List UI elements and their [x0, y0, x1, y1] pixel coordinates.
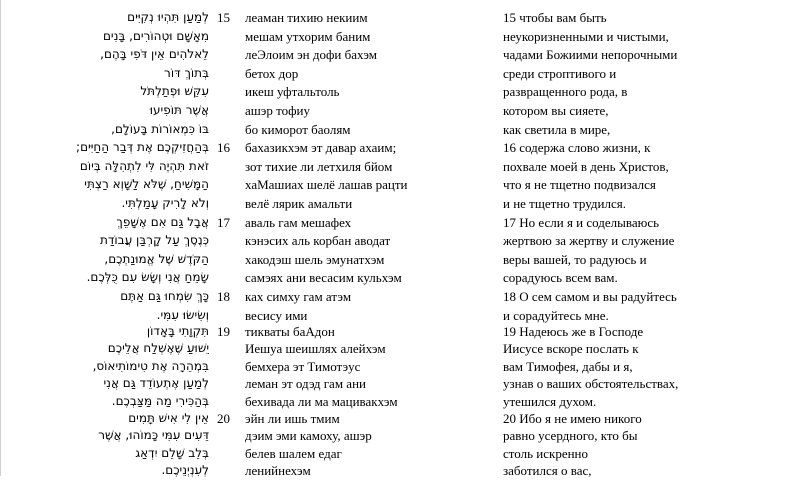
hebrew-text: הַמָּשִׁיחַ, שֶׁלֹּא לַשָּׁוְא רַצְתִּי — [84, 177, 209, 192]
verse-line — [1, 157, 800, 176]
verse-line — [1, 213, 800, 232]
russian-translation-text: и сорадуйтесь мне. — [503, 307, 609, 323]
hebrew-text: בְּתוֹךְ דּוֹר — [164, 65, 209, 80]
transliteration-text: тикваты баАдон — [245, 324, 335, 339]
verse-line — [1, 120, 800, 139]
hebrew-text: לְמַעַן תִּהְיוּ נְקִיִּים — [127, 10, 209, 24]
verse-line — [1, 444, 800, 463]
russian-translation-text: 20 Ибо я не имею никого — [503, 411, 642, 426]
transliteration-text: дэим эми камоху, ашэр — [245, 428, 372, 444]
verse-line — [1, 231, 800, 250]
hebrew-text: מִאָשָׁם וּטְהוֹרִים, בָּנִים — [102, 28, 209, 43]
verse-line — [1, 374, 800, 393]
verse-line — [1, 392, 800, 411]
verse-line — [1, 175, 800, 194]
hebrew-text: הַקֹּדֶשׁ שֶׁל אֱמוּנַתְכֶם, — [104, 251, 209, 266]
russian-translation-text: сорадуюсь всем вам. — [503, 270, 618, 286]
hebrew-text: אֲשֶׁר תּוֹפִיעוּ — [149, 103, 209, 117]
hebrew-text: תִּקְוָתִי בָּאָדוֹן — [146, 324, 209, 338]
verse-line — [1, 250, 800, 269]
transliteration-text: бехивада ли ма мацивакхэм — [245, 393, 398, 409]
russian-translation-text: похвале моей в день Христов, — [503, 158, 669, 174]
verse-line — [1, 409, 800, 428]
russian-translation-text: узнав о ваших обстоятельствах, — [503, 376, 679, 392]
hebrew-text: דֵּעִים עִמִּי כָּמוֹהוּ, אֲשֶׁר — [98, 428, 209, 443]
hebrew-text: וְשִׂישׂוּ עִמִּי. — [156, 307, 209, 322]
transliteration-text: бетох дор — [245, 65, 299, 81]
verse-number: 19 — [217, 324, 230, 339]
russian-translation-text: среди строптивого и — [503, 65, 617, 81]
russian-translation-text: 15 чтобы вам быть — [503, 10, 607, 25]
russian-translation-text: развращенного рода, в — [503, 84, 628, 100]
russian-translation-text: чадами Божиими непорочными — [503, 47, 678, 63]
russian-translation-text: заботился о вас, — [503, 463, 592, 479]
transliteration-text: велё лярик амальти — [245, 196, 353, 211]
russian-translation-text: 16 содержа слово жизни, к — [503, 140, 651, 156]
transliteration-text: Иешуа шеишлях алейхэм — [245, 341, 386, 357]
hebrew-text: זֹאת תִּהְיֶה לִּי לִתְהִלָּה בְּיוֹם — [79, 158, 209, 173]
transliteration-text: самэях ани весасим кульхэм — [245, 270, 402, 286]
hebrew-text: עִקֵּשׁ וּפְתַלְתֹּל — [140, 84, 209, 99]
transliteration-text: зот тихие ли летхиля бйом — [245, 158, 393, 174]
transliteration-text: икеш уфтальтоль — [245, 84, 340, 100]
russian-translation-text: столь искренно — [503, 445, 589, 461]
russian-translation-text: 18 О сем самом и вы радуйтесь — [503, 289, 677, 304]
verse-number: 17 — [217, 214, 230, 230]
hebrew-text: כָּךְ שִׂמְחוּ גַּם אַתֶּם — [120, 289, 209, 303]
transliteration-text: хакодэш шель эмунатхэм — [245, 251, 385, 267]
transliteration-text: леман эт одэд гам ани — [245, 376, 366, 392]
russian-translation-text: вам Тимофея, дабы и я, — [503, 358, 633, 374]
transliteration-text: мешам утхорим баним — [245, 28, 371, 44]
transliteration-text: аваль гам мешафех — [245, 214, 352, 230]
transliteration-text: весису ими — [245, 307, 308, 323]
verse-line — [1, 322, 800, 341]
verse-line — [1, 287, 800, 306]
verse-line — [1, 64, 800, 83]
hebrew-text: כְּנֶסֶךְ עַל קָרְבַּן עֲבוֹדַת — [99, 233, 209, 248]
verse-number: 18 — [217, 289, 230, 304]
hebrew-text: אֲבָל גַּם אִם אֶשָּׁפֵךְ — [116, 214, 209, 229]
hebrew-text: לְעִנְיְנֵיכֶם. — [161, 463, 209, 478]
russian-translation-text: 19 Надеюсь же в Господе — [503, 324, 644, 339]
russian-translation-text: жертвою за жертву и служение — [503, 233, 675, 249]
transliteration-text: хаМашиах шелё лашав рацти — [245, 177, 408, 193]
verse-line — [1, 339, 800, 358]
verse-line — [1, 426, 800, 445]
hebrew-text: בְּהַחֲזִיקְכֶם אֶת דְּבַר הַחַיִּים; — [76, 140, 209, 155]
transliteration-text: леаман тихию некиим — [245, 10, 368, 25]
verse-line — [1, 45, 800, 64]
hebrew-text: אֵין לִי אִישׁ תָּמִים — [128, 411, 209, 425]
hebrew-text: בְּהַכִּירִי מַה מַּצַּבְכֶם. — [111, 393, 209, 408]
verse-number: 16 — [217, 140, 230, 156]
transliteration-text: ашэр тофиу — [245, 103, 310, 118]
russian-translation-text: котором вы сияете, — [503, 103, 609, 118]
russian-translation-text: как светила в мире, — [503, 121, 611, 137]
russian-translation-text: что я не тщетно подвизался — [503, 177, 656, 193]
russian-translation-text: Иисусе вскоре послать к — [503, 341, 639, 357]
transliteration-text: бо киморот баолям — [245, 121, 351, 137]
russian-translation-text: утешился духом. — [503, 393, 597, 409]
transliteration-text: леЭлоим эн дофи бахэм — [245, 47, 378, 63]
hebrew-text: שָׂמֵחַ אֲנִי וְשָׂשׂ עִם כֻּלְּכֶם. — [86, 270, 209, 285]
verse-line — [1, 138, 800, 157]
transliteration-text: бахазикхэм эт давар ахаим; — [245, 140, 397, 156]
transliteration-text: эйн ли ишь тмим — [245, 411, 340, 426]
verse-line — [1, 82, 800, 101]
transliteration-text: ленийнехэм — [245, 463, 311, 479]
verse-line — [1, 268, 800, 287]
verse-line — [1, 194, 800, 213]
russian-translation-text: 17 Но если я и соделываюсь — [503, 214, 660, 230]
verse-line — [1, 8, 800, 27]
transliteration-text: ках симху гам атэм — [245, 289, 352, 304]
hebrew-text: לְמַעַן אֶתְעוֹדֵד גַּם אֲנִי — [103, 376, 209, 391]
transliteration-text: белев шалем едаг — [245, 445, 342, 461]
hebrew-text: יֵשׁוּעַ שֶׁאֶשְׁלַח אֲלֵיכֶם — [107, 341, 209, 356]
verse-number: 20 — [217, 411, 230, 426]
verse-line — [1, 461, 800, 480]
russian-translation-text: и не тщетно трудился. — [503, 196, 626, 211]
verse-number: 15 — [217, 10, 230, 25]
hebrew-text: וְלֹא לָרִיק עָמַלְתִּי. — [121, 196, 209, 210]
transliteration-text: бемхера эт Тимотэус — [245, 358, 361, 374]
transliteration-text: кэнэсих аль корбан аводат — [245, 233, 391, 249]
hebrew-text: בּוֹ כִּמְאוֹרוֹת בָּעוֹלָם, — [111, 121, 209, 136]
russian-translation-text: неукоризненными и чистыми, — [503, 28, 669, 44]
russian-translation-text: равно усердного, кто бы — [503, 428, 638, 444]
verse-line — [1, 27, 800, 46]
verse-line — [1, 101, 800, 120]
hebrew-text: בְּלֵב שָׁלֵם יִדְאַג — [135, 445, 209, 460]
hebrew-text: לֵאלֹהִים אֵין דֹּפִי בָּהֶם, — [100, 47, 209, 62]
hebrew-text: בִּמְהֵרָה אֶת טִימוֹתִיאוֹס, — [92, 358, 209, 373]
verse-line — [1, 357, 800, 376]
russian-translation-text: веры вашей, то радуюсь и — [503, 251, 647, 267]
